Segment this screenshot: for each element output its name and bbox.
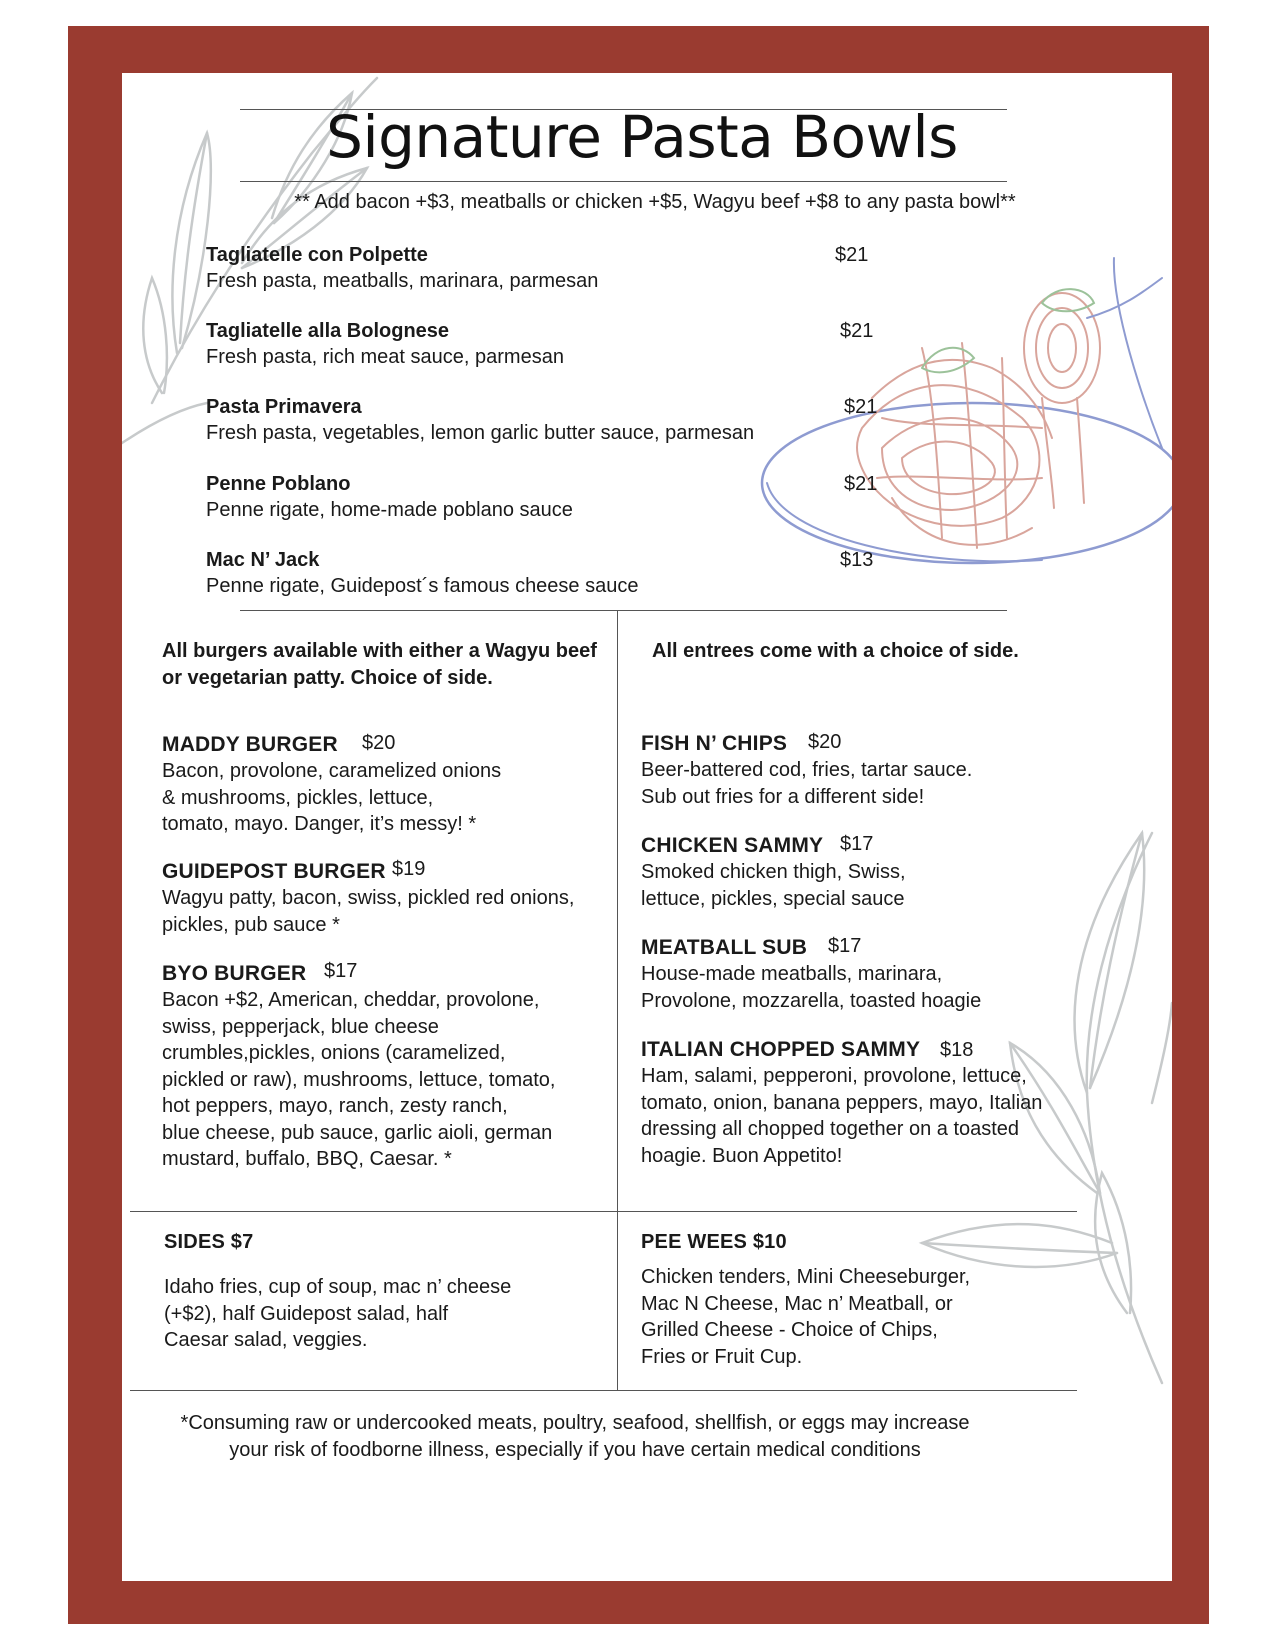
item-name: CHICKEN SAMMY	[641, 834, 824, 857]
item-description: Smoked chicken thigh, Swiss, lettuce, pickles, special sauce	[641, 861, 906, 910]
item-name: MADDY BURGER	[162, 733, 338, 756]
item-price: $13	[840, 549, 874, 571]
item-description: Penne rigate, home-made poblano sauce	[206, 499, 573, 521]
item-price: $21	[840, 320, 874, 342]
item-description: Wagyu patty, bacon, swiss, pickled red onions, pickles, pub sauce *	[162, 887, 575, 936]
item-description: Fresh pasta, vegetables, lemon garlic butter sauce, parmesan	[206, 422, 755, 444]
title-rule-bottom	[240, 181, 1007, 182]
food-safety-disclaimer: *Consuming raw or undercooked meats, poultry, seafood, shellfish, or eggs may increase your risk of foodborne illness, especially if you have certain medical conditions	[180, 1412, 970, 1461]
item-price: $21	[844, 396, 878, 418]
peewees-heading: PEE WEES $10	[641, 1231, 787, 1253]
item-price: $17	[828, 935, 862, 957]
item-price: $20	[808, 731, 842, 753]
item-price: $17	[840, 833, 874, 855]
item-name: Mac N’ Jack	[206, 549, 320, 571]
item-price: $19	[392, 858, 426, 880]
burgers-note-line: All burgers available with either a Wagyu beef	[162, 640, 597, 662]
item-name: ITALIAN CHOPPED SAMMY	[641, 1038, 921, 1061]
item-description: Bacon, provolone, caramelized onions & mushrooms, pickles, lettuce, tomato, mayo. Danger, it’s messy! *	[162, 760, 502, 835]
item-name: Tagliatelle alla Bolognese	[206, 320, 450, 342]
item-price: $18	[940, 1039, 974, 1061]
item-description: Ham, salami, pepperoni, provolone, lettuce, tomato, onion, banana peppers, mayo, Italian dressing all chopped together on a toasted hoagie. Buon Appetito!	[641, 1065, 1043, 1167]
pasta-addon-note: ** Add bacon +$3, meatballs or chicken +$5, Wagyu beef +$8 to any pasta bowl**	[294, 191, 1016, 213]
item-description: Fresh pasta, rich meat sauce, parmesan	[206, 346, 564, 368]
item-description: House-made meatballs, marinara, Provolone, mozzarella, toasted hoagie	[641, 963, 982, 1012]
item-name: GUIDEPOST BURGER	[162, 860, 386, 883]
pasta-plate-illustration	[742, 248, 1172, 628]
entrees-note: All entrees come with a choice of side.	[652, 640, 1019, 662]
column-divider	[617, 610, 618, 1391]
item-price: $20	[362, 732, 396, 754]
item-price: $17	[324, 960, 358, 982]
sides-description: Idaho fries, cup of soup, mac n’ cheese (+$2), half Guidepost salad, half Caesar salad, veggies.	[164, 1276, 512, 1351]
sides-heading: SIDES $7	[164, 1231, 254, 1253]
sides-section-divider	[130, 1211, 1077, 1212]
item-description: Fresh pasta, meatballs, marinara, parmesan	[206, 270, 599, 292]
item-name: FISH N’ CHIPS	[641, 732, 788, 755]
item-description: Bacon +$2, American, cheddar, provolone, swiss, pepperjack, blue cheese crumbles,pickles, onions (caramelized, pickled or raw), mushrooms, lettuce, tomato, hot peppers, mayo, ranch, zesty ranch, blue cheese, pub sauce, garlic aioli, german mustard, buffalo, BBQ, Caesar. *	[162, 989, 556, 1170]
item-description: Penne rigate, Guidepost´s famous cheese sauce	[206, 575, 639, 597]
item-price: $21	[835, 244, 869, 266]
burgers-note	[162, 638, 597, 692]
menu-sheet	[122, 73, 1172, 1581]
item-name: Tagliatelle con Polpette	[206, 244, 428, 266]
burgers-note-line: or vegetarian patty. Choice of side.	[162, 667, 493, 689]
item-name: BYO BURGER	[162, 962, 307, 985]
page-title: Signature Pasta Bowls	[326, 103, 958, 171]
peewees-description: Chicken tenders, Mini Cheeseburger, Mac N Cheese, Mac n’ Meatball, or Grilled Cheese - Choice of Chips, Fries or Fruit Cup.	[641, 1266, 971, 1368]
item-name: Penne Poblano	[206, 473, 351, 495]
item-description: Beer-battered cod, fries, tartar sauce. Sub out fries for a different side!	[641, 759, 973, 808]
disclaimer-divider	[130, 1390, 1077, 1391]
item-name: MEATBALL SUB	[641, 936, 808, 959]
item-price: $21	[844, 473, 878, 495]
item-name: Pasta Primavera	[206, 396, 362, 418]
pasta-section-divider	[240, 610, 1007, 611]
